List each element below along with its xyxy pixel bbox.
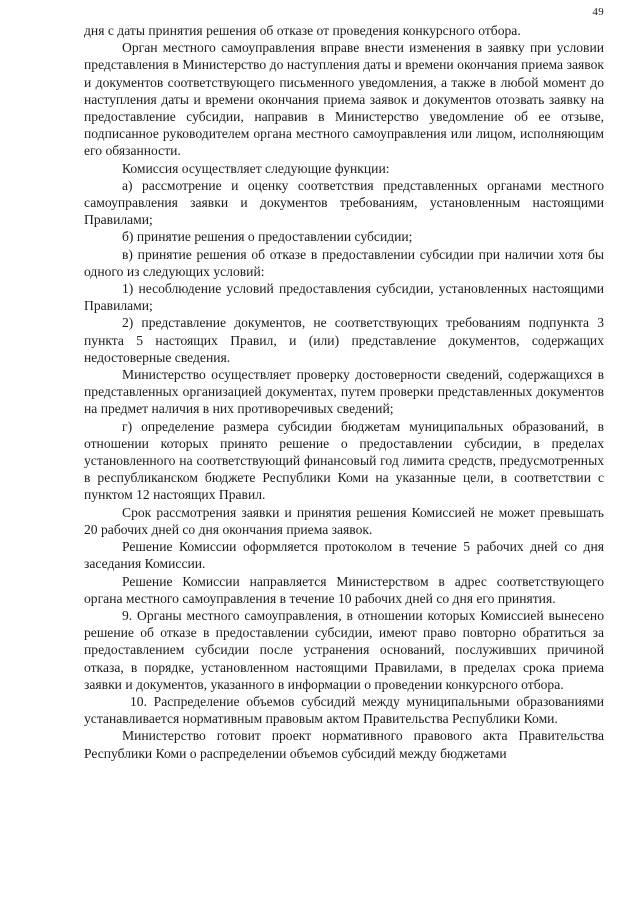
paragraph: Комиссия осуществляет следующие функции:	[122, 160, 390, 176]
list-item: а) рассмотрение и оценку соответствия представленных органами местного самоуправления заявки и документов требованиям, установленным настоящими Правилами;	[84, 177, 604, 228]
paragraph: Срок рассмотрения заявки и принятия решения Комиссией не может превышать 20 рабочих дней со дня окончания приема заявок.	[84, 504, 604, 537]
paragraph: Решение Комиссии оформляется протоколом в течение 5 рабочих дней со дня заседания Комиссии.	[84, 539, 604, 572]
list-item: б) принятие решения о предоставлении субсидии;	[122, 229, 413, 245]
paragraph: Решение Комиссии направляется Министерством в адрес соответствующего органа местного самоуправления в течение 10 рабочих дней со дня его принятия.	[84, 573, 604, 606]
paragraph: Министерство осуществляет проверку достоверности сведений, содержащихся в представленных организацией документах, путем проверки представленных документов на предмет наличия в них противоречивых сведений;	[84, 367, 604, 417]
paragraph: Министерство готовит проект нормативного правового акта Правительства Республики Коми о распределении объемов субсидий между бюджетами	[84, 728, 604, 761]
numbered-clause: 9. Органы местного самоуправления, в отношении которых Комиссией вынесено решение об отказе в предоставлении субсидии, имеют право повторно обратиться за предоставлением субсидии после устранения оснований, послуживших причиной отказа, в порядке, установленном настоящими Правилами, в пределах срока приема заявки и документов, указанного в информации о проведении конкурсного отбора.	[84, 607, 604, 692]
list-item: в) принятие решения об отказе в предоставлении субсидии при наличии хотя бы одного из следующих условий:	[84, 246, 604, 279]
numbered-clause: 10. Распределение объемов субсидий между муниципальными образованиями устанавливается нормативным правовым актом Правительства Республики Коми.	[84, 693, 604, 727]
sub-list-item: 2) представление документов, не соответствующих требованиям подпункта 3 пункта 5 настоящих Правил, и (или) представление документов, содержащих недостоверные сведения.	[84, 315, 604, 365]
sub-list-item: 1) несоблюдение условий предоставления субсидии, установленных настоящими Правилами;	[84, 281, 604, 314]
paragraph: дня с даты принятия решения об отказе от проведения конкурсного отбора.	[84, 23, 521, 38]
page-number: 49	[592, 6, 604, 18]
list-item: г) определение размера субсидии бюджетам муниципальных образований, в отношении которых принято решение о предоставлении субсидии, в пределах установленного на соответствующий финансовый год лимита средств, предусмотренных в республиканском бюджете Республики Коми на указанные цели, в соответствии с пунктом 12 настоящих Правил.	[84, 418, 604, 503]
paragraph: Орган местного самоуправления вправе внести изменения в заявку при условии представления в Министерство до наступления даты и времени окончания приема заявок и документов соответствующего письменного уведомления, а также в любой момент до наступления даты и времени окончания приема заявок и документов отозвать заявку на предоставление субсидии, направив в Министерство уведомление об ее отзыве, подписанное руководителем органа местного самоуправления или лицом, исполняющим его обязанности.	[84, 40, 604, 159]
document-body	[84, 22, 604, 762]
